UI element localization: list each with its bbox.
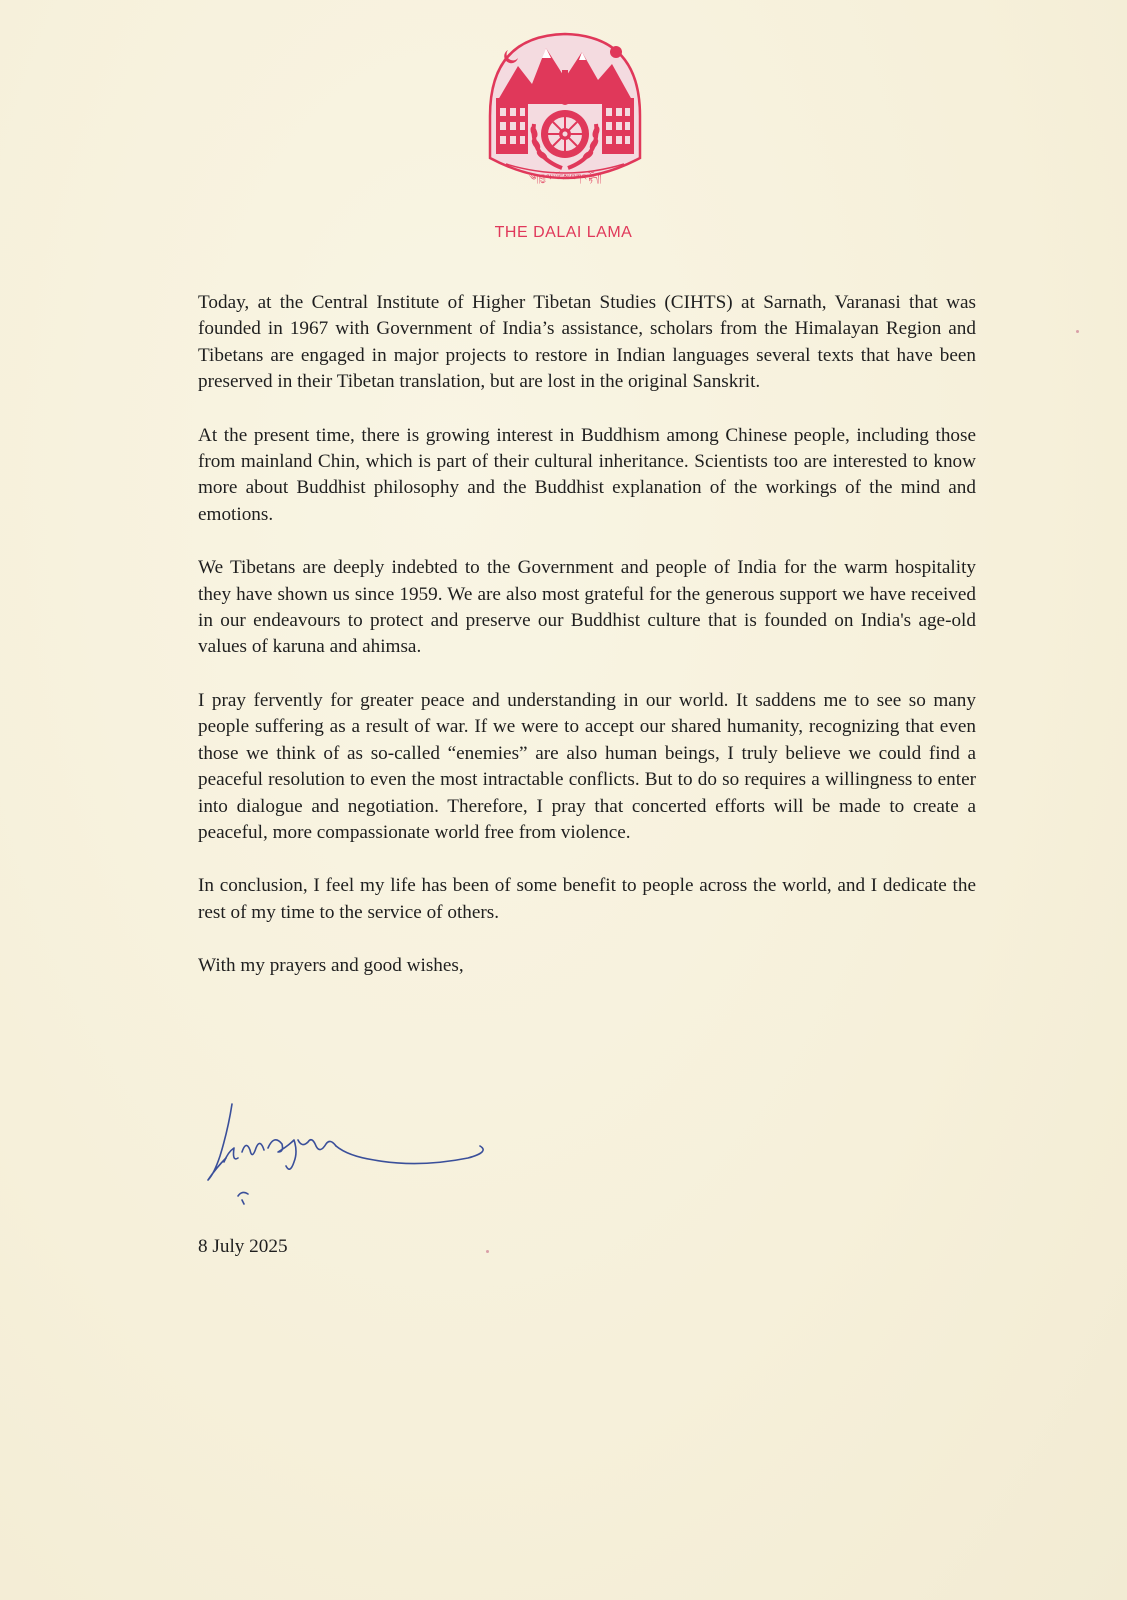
letter-body xyxy=(198,290,976,1007)
letterhead-title: THE DALAI LAMA xyxy=(494,224,633,241)
paragraph: Today, at the Central Institute of Higher Tibetan Studies (CIHTS) at Sarnath, Varanasi that was founded in 1967 with Government of India’s assistance, scholars from the Himalayan Region and Tibetans are engaged in major projects to restore in Indian languages several texts that have been preserved in their Tibetan translation, but are lost in the original Sanskrit. xyxy=(198,292,976,393)
seal-inscription: ༄།།རྒྱལ་ཡོངས་བཀའ་སྟོད།། xyxy=(528,173,602,182)
paper-speck xyxy=(1076,330,1079,333)
paragraph: I pray fervently for greater peace and understanding in our world. It saddens me to see so many people suffering as a result of war. If we were to accept our shared humanity, recognizing that even those we think of as so-called “enemies” are also human beings, I truly believe we could find a peaceful resolution to even the most intractable conflicts. But to do so requires a willingness to enter into dialogue and negotiation. Therefore, I pray that concerted efforts will be made to create a peaceful, more compassionate world free from violence. xyxy=(198,689,976,843)
handwritten-signature xyxy=(198,1100,508,1220)
paragraph: In conclusion, I feel my life has been of some benefit to people across the world, and I dedicate the rest of my time to the service of others. xyxy=(198,875,976,923)
paper-speck xyxy=(486,1250,489,1253)
letter-date: 8 July 2025 xyxy=(198,1236,288,1257)
paragraph: At the present time, there is growing interest in Buddhism among Chinese people, including those from mainland Chin, which is part of their cultural inheritance. Scientists too are interested to know more about Buddhist philosophy and the Buddhist explanation of the workings of the mind and emotions. xyxy=(198,424,976,525)
dalai-lama-seal xyxy=(484,28,646,192)
paragraph: We Tibetans are deeply indebted to the Government and people of India for the warm hospitality they have shown us since 1959. We are also most grateful for the generous support we have received in our endeavours to protect and preserve our Buddhist culture that is founded on India's age-old values of karuna and ahimsa. xyxy=(198,557,976,658)
closing-line: With my prayers and good wishes, xyxy=(198,955,464,977)
